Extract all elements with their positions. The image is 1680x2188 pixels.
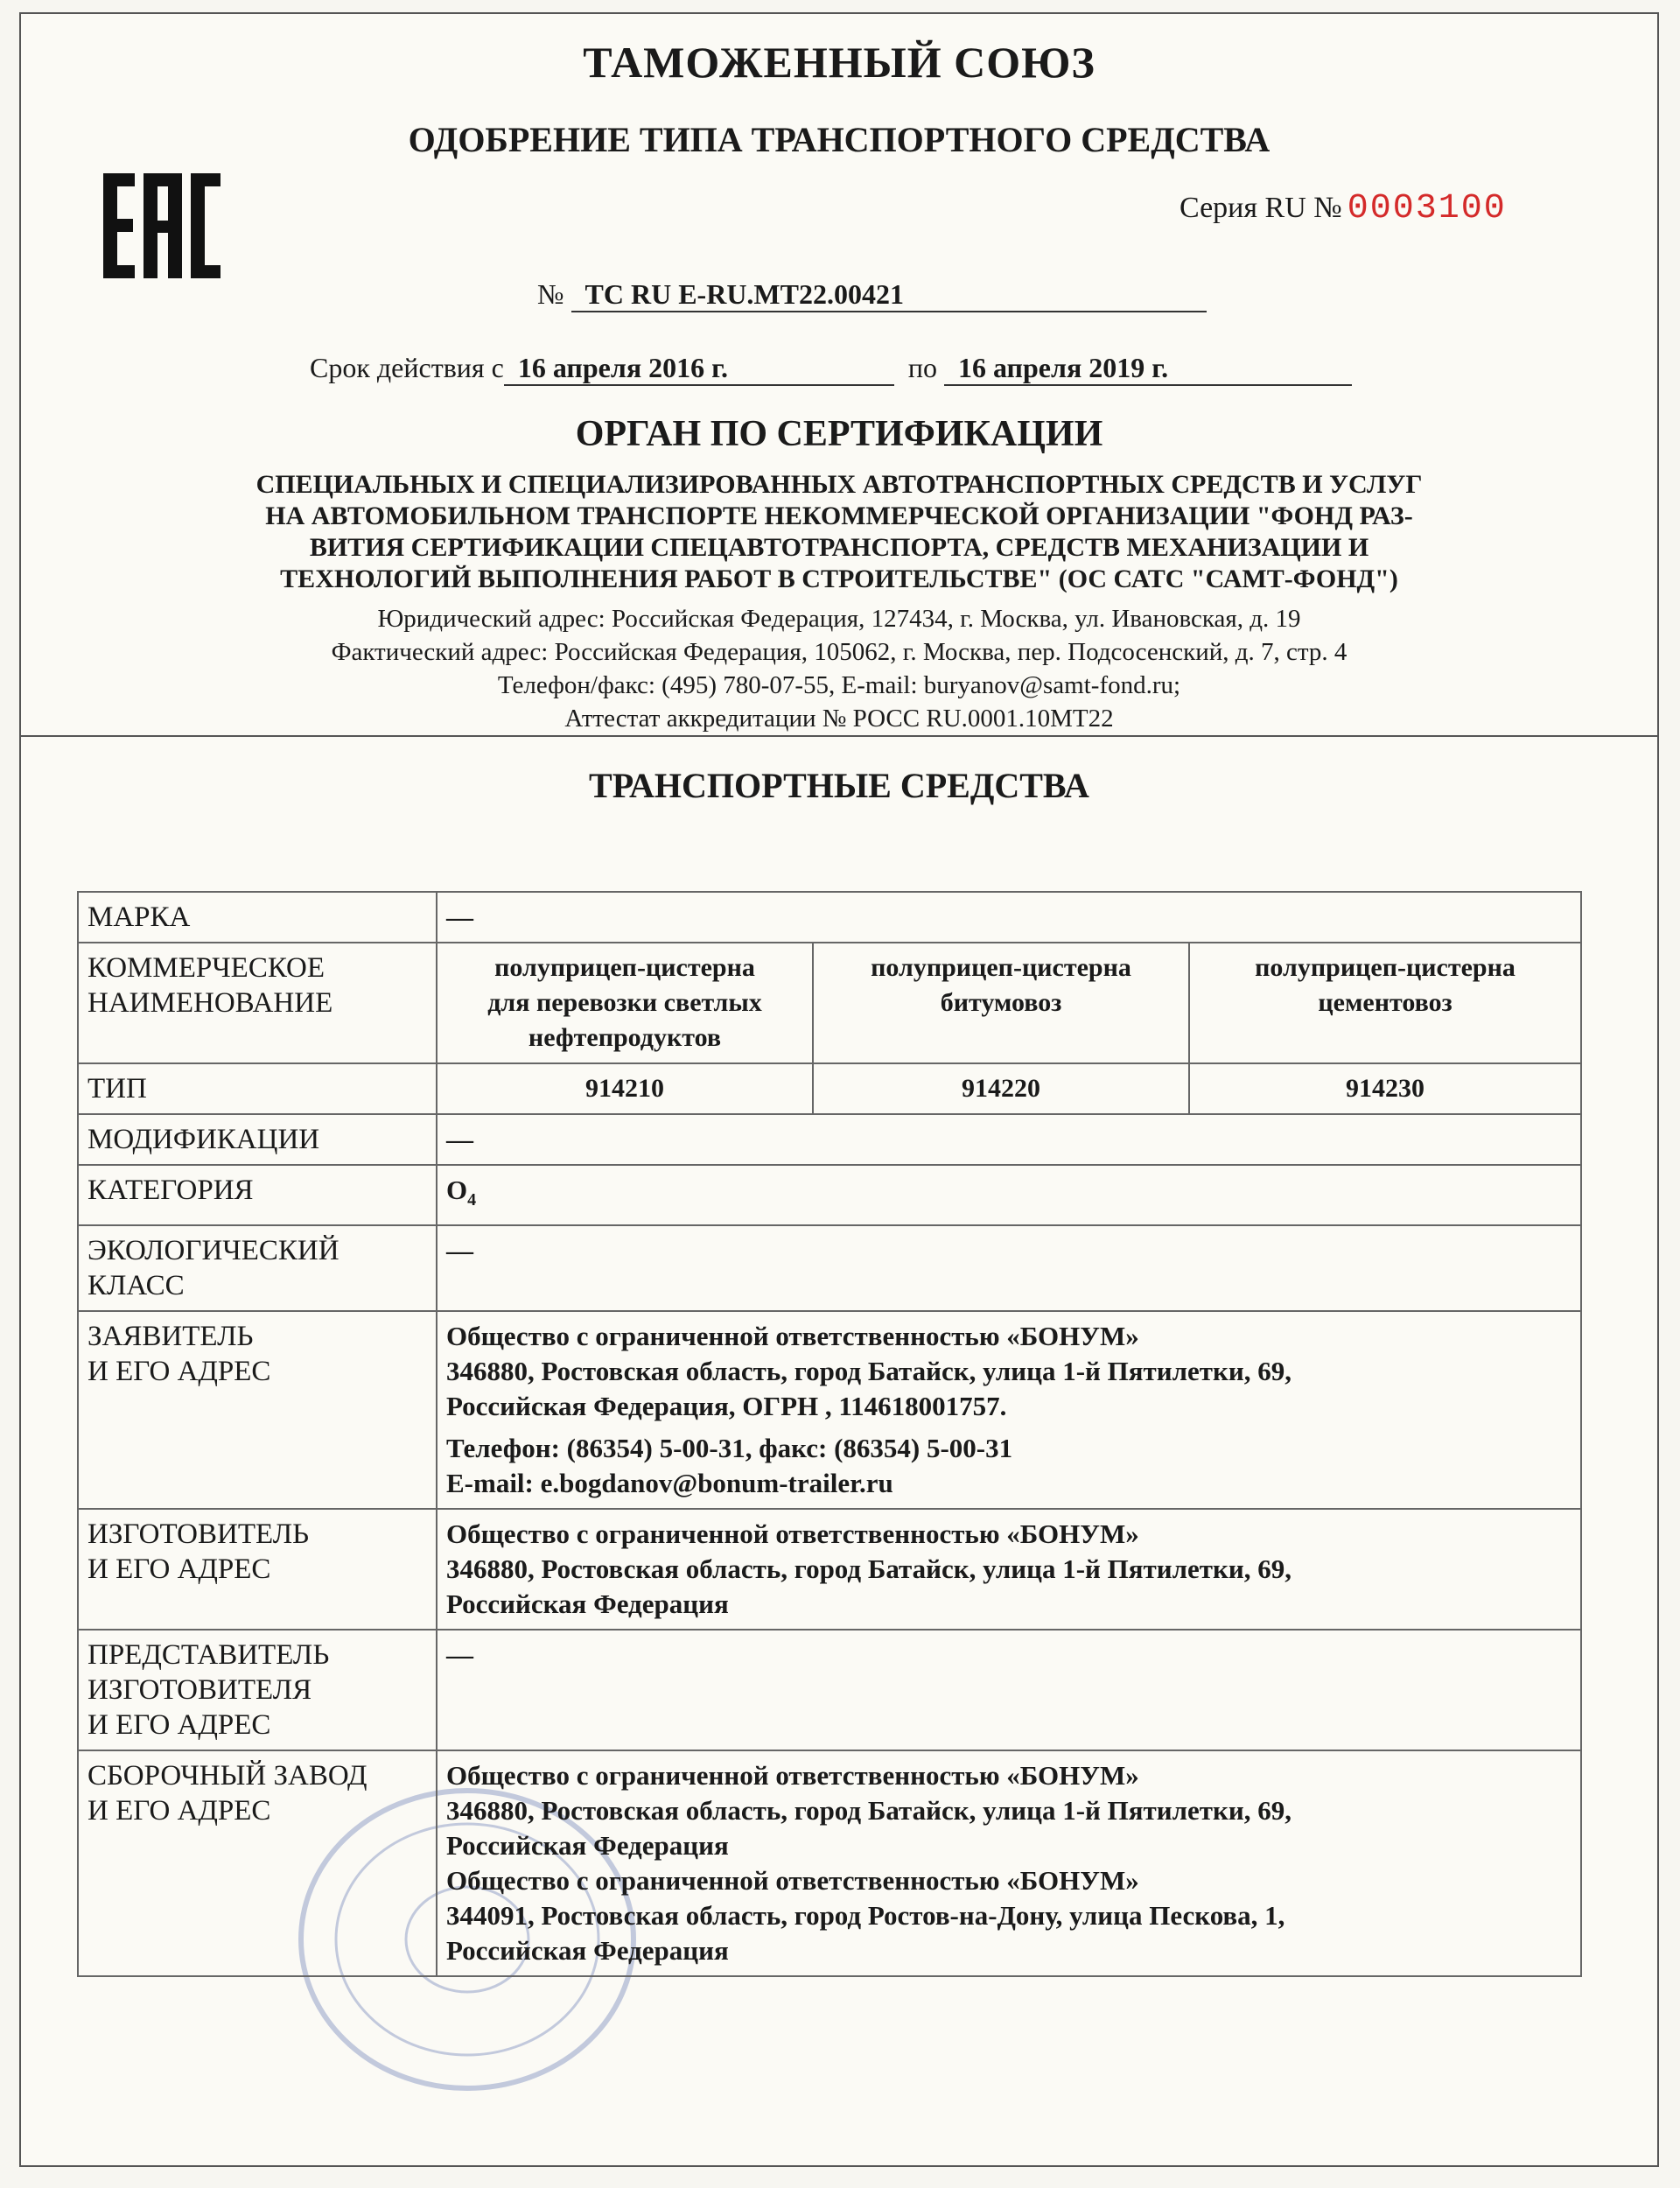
cell-line: Общество с ограниченной ответственностью «БОНУМ» (446, 1760, 1139, 1792)
table-row (78, 1114, 1581, 1165)
authority-name (21, 469, 1657, 595)
row-label: МАРКА (78, 892, 437, 943)
eac-logo (100, 170, 222, 282)
cell-line: цементовоз (1318, 988, 1452, 1017)
cell-line: полуприцеп-цистерна (871, 953, 1131, 982)
label-line: КОММЕРЧЕСКОЕ (88, 952, 326, 984)
validity-label: Срок действия с (310, 352, 504, 383)
row-label (78, 1750, 437, 1976)
row-label (78, 1630, 437, 1750)
validity-period (310, 352, 1352, 386)
brand-value: — (437, 892, 1581, 943)
customs-union-title: ТАМОЖЕННЫЙ СОЮЗ (583, 38, 1096, 87)
cert-no-label: № (537, 278, 564, 310)
cell-line: полуприцеп-цистерна (1255, 953, 1516, 982)
table-row (78, 892, 1581, 943)
cell-line: Телефон: (86354) 5-00-31, факс: (86354) 5-00-31 (446, 1433, 1013, 1464)
row-label: МОДИФИКАЦИИ (78, 1114, 437, 1165)
authority-heading: ОРГАН ПО СЕРТИФИКАЦИИ (575, 414, 1103, 454)
label-line: ЗАЯВИТЕЛЬ (88, 1321, 254, 1353)
cell-line: 346880, Ростовская область, город Батайск, улица 1-й Пятилетки, 69, (446, 1356, 1292, 1387)
row-label (78, 1225, 437, 1311)
cell-line: Общество с ограниченной ответственностью «БОНУМ» (446, 1865, 1139, 1897)
cell-line: 346880, Ростовская область, город Батайск, улица 1-й Пятилетки, 69, (446, 1553, 1292, 1585)
row-label: ТИП (78, 1063, 437, 1114)
commercial-name-cell (437, 943, 813, 1063)
cell-line: Российская Федерация (446, 1588, 729, 1620)
cell-line: Российская Федерация (446, 1830, 729, 1862)
label-line: НАИМЕНОВАНИЕ (88, 987, 333, 1019)
label-line: КЛАСС (88, 1270, 185, 1302)
legal-address: Юридический адрес: Российская Федерация, 127434, г. Москва, ул. Ивановская, д. 19 (377, 605, 1301, 633)
type-cell: 914220 (813, 1063, 1189, 1114)
authority-name-line: ВИТИЯ СЕРТИФИКАЦИИ СПЕЦАВТОТРАНСПОРТА, СРЕДСТВ МЕХАНИЗАЦИИ И (309, 533, 1369, 562)
row-label: КАТЕГОРИЯ (78, 1165, 437, 1225)
vehicle-table (77, 891, 1582, 1977)
label-line: И ЕГО АДРЕС (88, 1795, 271, 1827)
label-line: И ЕГО АДРЕС (88, 1356, 271, 1388)
cell-line: Общество с ограниченной ответственностью «БОНУМ» (446, 1321, 1139, 1352)
table-row (78, 1165, 1581, 1225)
authority-name-line: СПЕЦИАЛЬНЫХ И СПЕЦИАЛИЗИРОВАННЫХ АВТОТРАНСПОРТНЫХ СРЕДСТВ И УСЛУГ (256, 470, 1423, 499)
table-row (78, 1750, 1581, 1976)
cell-line: для перевозки светлых (487, 988, 762, 1017)
authority-name-line: НА АВТОМОБИЛЬНОМ ТРАНСПОРТЕ НЕКОММЕРЧЕСКОЙ ОРГАНИЗАЦИИ "ФОНД РАЗ- (265, 501, 1413, 530)
row-label (78, 943, 437, 1063)
table-row (78, 1509, 1581, 1630)
cell-line: битумовоз (940, 988, 1062, 1017)
document-title: ОДОБРЕНИЕ ТИПА ТРАНСПОРТНОГО СРЕДСТВА (408, 120, 1270, 159)
label-line: И ЕГО АДРЕС (88, 1709, 271, 1742)
cert-no-value: ТС RU E-RU.МТ22.00421 (571, 278, 1207, 312)
label-line: ЭКОЛОГИЧЕСКИЙ (88, 1235, 340, 1267)
cell-line: Общество с ограниченной ответственностью «БОНУМ» (446, 1518, 1139, 1550)
label-line: СБОРОЧНЫЙ ЗАВОД (88, 1760, 368, 1792)
cell-line: E-mail: e.bogdanov@bonum-trailer.ru (446, 1468, 893, 1499)
contacts: Телефон/факс: (495) 780-07-55, E-mail: buryanov@samt-fond.ru; (497, 671, 1181, 699)
certificate-number (537, 278, 1207, 312)
accreditation: Аттестат аккредитации № РОСС RU.0001.10МТ22 (564, 705, 1114, 733)
valid-to: 16 апреля 2019 г. (944, 352, 1352, 386)
label-line: ИЗГОТОВИТЕЛЯ (88, 1674, 312, 1707)
label-line: И ЕГО АДРЕС (88, 1553, 271, 1586)
applicant-value (437, 1311, 1581, 1509)
representative-value: — (437, 1630, 1581, 1750)
commercial-name-cell (813, 943, 1189, 1063)
row-label (78, 1311, 437, 1509)
category-subscript: 4 (467, 1190, 477, 1210)
actual-address: Фактический адрес: Российская Федерация, 105062, г. Москва, пер. Подсосенский, д. 7, стр. 4 (331, 638, 1348, 666)
valid-from: 16 апреля 2016 г. (504, 352, 894, 386)
table-row (78, 1063, 1581, 1114)
section-title: ТРАНСПОРТНЫЕ СРЕДСТВА (589, 766, 1089, 805)
cell-line: 344091, Ростовская область, город Ростов-на-Дону, улица Пескова, 1, (446, 1900, 1285, 1932)
type-cell: 914210 (437, 1063, 813, 1114)
row-label (78, 1509, 437, 1630)
modifications-value: — (437, 1114, 1581, 1165)
series-number-value: 0003100 (1347, 189, 1507, 228)
cell-line: нефтепродуктов (528, 1023, 722, 1052)
header-divider (21, 735, 1657, 737)
assembly-plant-value (437, 1750, 1581, 1976)
manufacturer-value (437, 1509, 1581, 1630)
category-value (437, 1165, 1581, 1225)
eco-class-value: — (437, 1225, 1581, 1311)
cell-line: полуприцеп-цистерна (494, 953, 755, 982)
label-line: ИЗГОТОВИТЕЛЬ (88, 1518, 310, 1551)
label-line: ПРЕДСТАВИТЕЛЬ (88, 1639, 330, 1672)
commercial-name-cell (1189, 943, 1581, 1063)
table-row (78, 943, 1581, 1063)
authority-name-line: ТЕХНОЛОГИЙ ВЫПОЛНЕНИЯ РАБОТ В СТРОИТЕЛЬСТВЕ" (ОС САТС "САМТ-ФОНД") (280, 565, 1398, 593)
category-letter: O (446, 1175, 468, 1205)
table-row (78, 1630, 1581, 1750)
type-cell: 914230 (1189, 1063, 1581, 1114)
valid-to-label: по (907, 352, 937, 383)
cell-line: Российская Федерация (446, 1935, 729, 1967)
series-label: Серия RU № (1180, 192, 1342, 224)
table-row (78, 1311, 1581, 1509)
authority-addresses (21, 602, 1657, 735)
cell-line: 346880, Ростовская область, город Батайск, улица 1-й Пятилетки, 69, (446, 1795, 1292, 1827)
series-number (1180, 189, 1507, 228)
cell-line: Российская Федерация, ОГРН , 114618001757. (446, 1391, 1007, 1422)
table-row (78, 1225, 1581, 1311)
